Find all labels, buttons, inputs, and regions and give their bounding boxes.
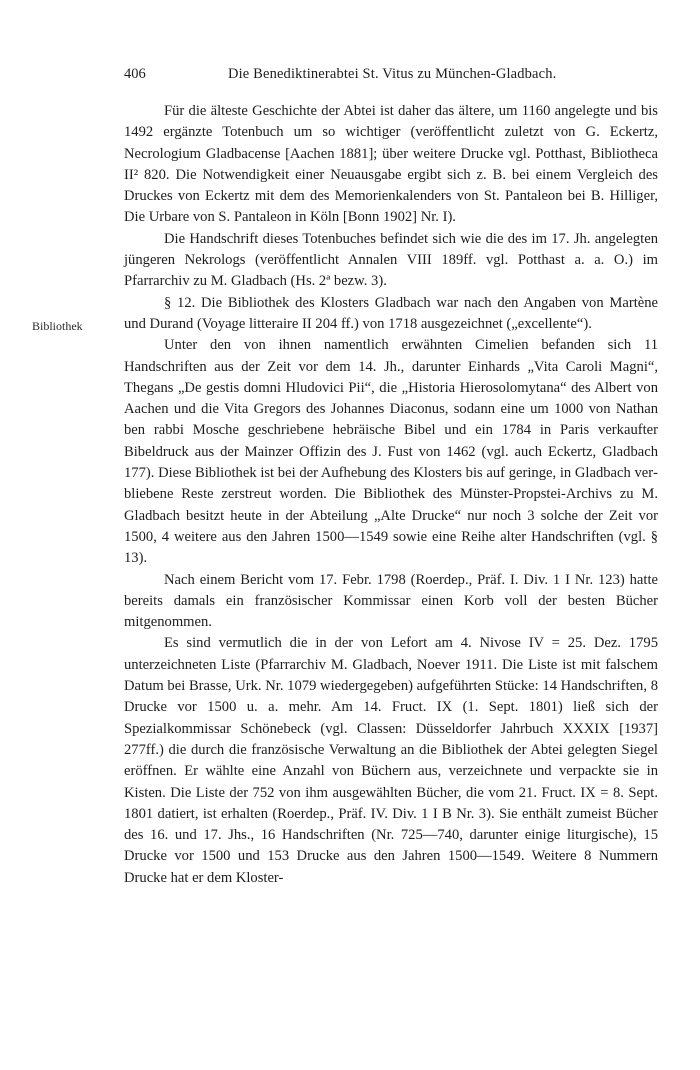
margin-note-bibliothek: Bibliothek [32,319,83,333]
paragraph-section-12: § 12. Die Bibliothek des Klosters Gladbach war nach den Angaben von Martène und Durand (Voyage litteraire II 204 ff.) von 1718 ausgezeichnet („excellente“). [124,294,658,332]
page-number: 406 [124,66,146,82]
page-header [124,62,658,86]
paragraph-totenbuch: Für die älteste Geschichte der Abtei ist daher das ältere, um 1160 angelegte und bis 1492 ergänzte Totenbuch um so wichtiger (veröffentlicht zuletzt von G. Eckertz, Necrologium Gladbacense [Aachen 1881]; über weitere Drucke vgl. Potthast, Bibliotheca II² 820. Die Notwendigkeit einer Neuausgabe ergibt sich z. B. bei einem Vergleich des Druckes von Eckertz mit dem des Memorienkalenders von St. Pantaleon bei B. Hilliger, Die Urbare von S. Pantaleon in Köln [Bonn 1902] Nr. I). [124,103,658,226]
body-text [124,101,658,889]
paragraph-cimelien: Unter den von ihnen namentlich erwähnten Cimelien befanden sich 11 Handschriften aus der Zeit vor dem 14. Jh., darunter Einhards „Vita Caroli Magni“, Thegans „De gestis domni Hludovici Pii“, die „Historia Hierosolomytana“ des Albert von Aachen und die Vita Gregors des Johannes Diaconus, sodann eine um 1000 von Nathan ben rabbi Mosche geschriebene hebräische Bibel und ein 1784 in Paris verkaufter Bibeldruck aus der Mainzer Offizin des J. Fust von 1462 (vgl. auch Eckertz, Gladbach 177). Diese Bibliothek ist bei der Aufhebung des Klosters bis auf geringe, in Gladbach verbliebene Reste zerstreut worden. Die Bibliothek des Münster-Propstei-Archivs zu M. Gladbach besitzt heute in der Abteilung „Alte Drucke“ nur noch 3 solche der Zeit vor 1500, 4 weitere aus den Jahren 1500—1549 sowie eine Reihe alter Handschriften (vgl. § 13). [124,337,658,567]
paragraph-handschrift: Die Handschrift dieses Totenbuches befindet sich wie die des im 17. Jh. angelegten jüngeren Nekrologs (veröffentlicht Annalen VIII 189ff. vgl. Potthast a. a. O.) im Pfarrarchiv zu M. Gladbach (Hs. 2ª bezw. 3). [124,230,658,290]
paragraph-lefort-liste: Es sind vermutlich die in der von Lefort am 4. Nivose IV = 25. Dez. 1795 unterzeichneten Liste (Pfarrarchiv M. Gladbach, Noever 1911. Die Liste ist mit falschem Datum bei Brasse, Urk. Nr. 1079 wiedergegeben) aufgeführten Stücke: 14 Handschriften, 8 Drucke vor 1500 u. a. mehr. Am 14. Fruct. IX (1. Sept. 1801) ließ sich der Spezialkommissar Schönebeck (vgl. Classen: Düsseldorfer Jahrbuch XXXIX [1937] 277ff.) die durch die französische Verwaltung an die Bibliothek der Abtei gelegten Siegel eröffnen. Er wählte eine Anzahl von Büchern aus, verzeichnete und verpackte sie in Kisten. Die Liste der 752 von ihm ausgewählten Bücher, die vom 21. Fruct. IX = 8. Sept. 1801 datiert, ist erhalten (Roerdep., Präf. IV. Div. 1 I B Nr. 3). Sie enthält zumeist Bücher des 16. und 17. Jhs., 16 Handschriften (Nr. 725—740, darunter einige liturgische), 15 Drucke vor 1500 und 153 Drucke aus den Jahren 1500—1549. Weitere 8 Nummern Drucke hat er dem Kloster- [124,635,658,886]
paragraph-bericht-1798: Nach einem Bericht vom 17. Febr. 1798 (Roerdep., Präf. I. Div. 1 I Nr. 123) hatte bereits damals ein französischer Kommissar einen Korb voll der besten Bücher mitgenommen. [124,571,658,631]
running-title: Die Benediktinerabtei St. Vitus zu München-Gladbach. [228,66,557,82]
